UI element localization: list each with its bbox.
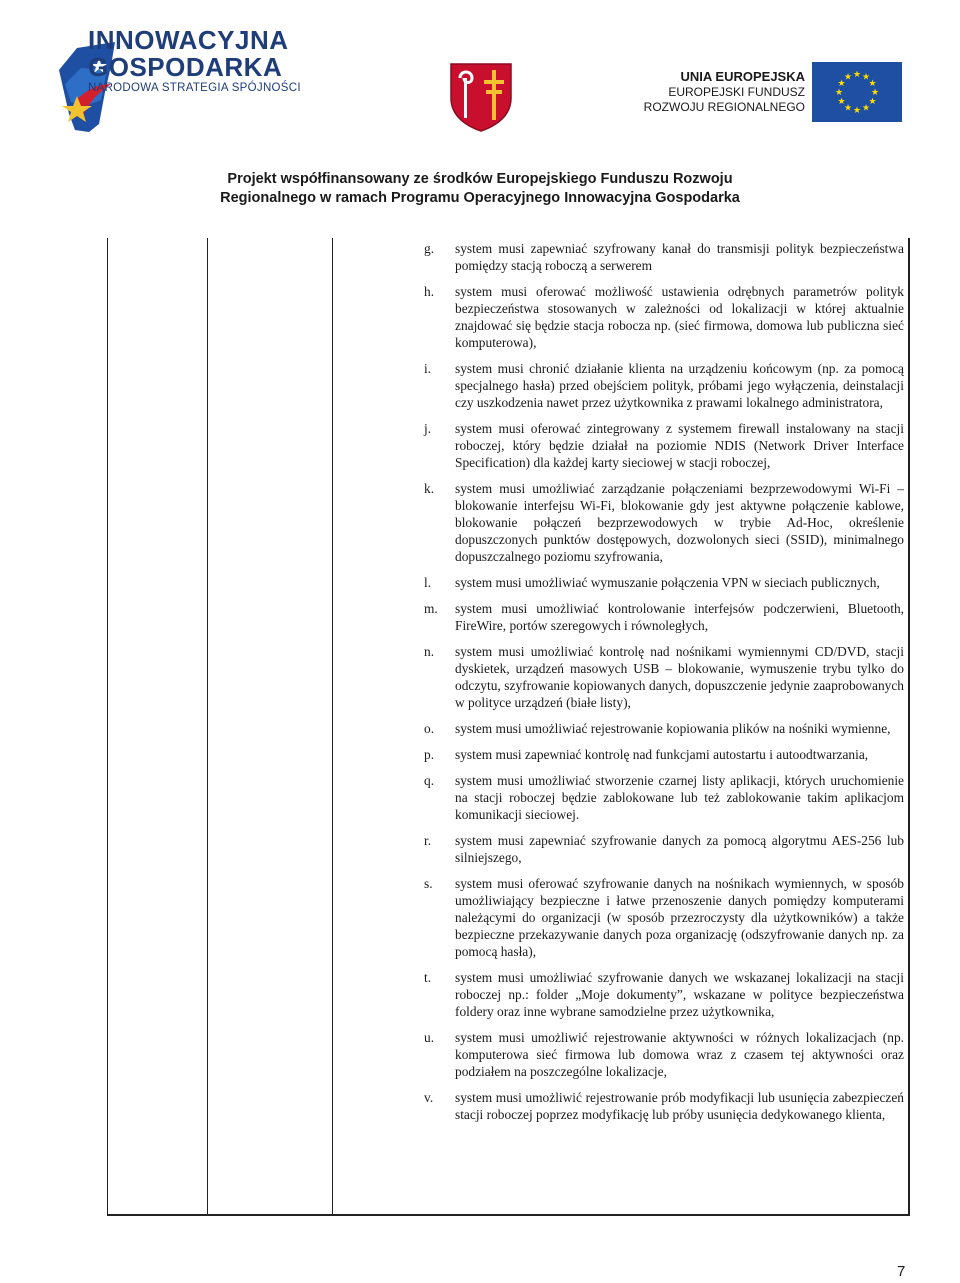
list-item-marker: m. [424,601,438,616]
svg-text:★: ★ [852,106,862,116]
list-item-text: system musi umożliwiać wymuszanie połączenia VPN w sieciach publicznych, [455,575,880,590]
list-item-marker: u. [424,1030,435,1045]
list-item-text: system musi umożliwiać kontrolowanie interfejsów podczerwieni, Bluetooth, FireWire, portów szeregowych i równoległych, [455,601,904,633]
eu-label [640,69,805,115]
list-item [424,720,904,737]
list-item [424,600,904,634]
list-item-text: system musi umożliwiać rejestrowanie kopiowania plików na nośniki wymienne, [455,721,891,736]
logo-title: INNOWACYJNA GOSPODARKA [88,25,288,82]
list-item-text: system musi umożliwiać stworzenie czarnej listy aplikacji, których uruchomienie na stacji roboczej będzie zablokowane lub też zablokowanie takim aplikacjom komunikacji sieciowej. [455,773,904,822]
list-item [424,746,904,763]
list-item [424,643,904,711]
svg-text:★: ★ [868,79,877,89]
list-item [424,283,904,351]
svg-text:★: ★ [843,103,853,114]
list-item [424,875,904,960]
table-border-right [908,238,910,1216]
list-item-text: system musi zapewniać kontrolę nad funkcjami autostartu i autoodtwarzania, [455,747,869,762]
list-item-text: system musi zapewniać szyfrowany kanał do transmisji polityk bezpieczeństwa pomiędzy stacją roboczą a serwerem [455,241,904,273]
list-item [424,832,904,866]
table-column-divider-2 [332,238,333,1216]
list-item-marker: k. [424,481,435,496]
list-item [424,480,904,565]
list-item-text: system musi oferować szyfrowanie danych na nośnikach wymiennych, w sposób umożliwiający bezpieczne i łatwe przenoszenie danych pomiędzy komputerami należącymi do organizacji (w sposób przezroczysty dla użytkowników) a także bezpieczne przekazywanie danych poza organizację (odszyfrowanie danych np. za pomocą hasła), [455,876,904,959]
svg-text:★: ★ [861,72,871,83]
svg-text:★: ★ [870,88,880,98]
list-item-marker: s. [424,876,433,891]
list-item-marker: n. [424,644,435,659]
list-item-marker: i. [424,361,432,376]
page-number: 7 [897,1263,906,1280]
list-item [424,1029,904,1080]
project-line-2: Regionalnego w ramach Programu Operacyjnego Innowacyjna Gospodarka [220,190,740,206]
list-item-text: system musi oferować możliwość ustawienia odrębnych parametrów polityk bezpieczeństwa stosowanych w zależności od lokalizacji w której aktualnie znajdować się będzie stacja robocza np. (sieć firmowa, domowa lub publiczna sieć komputerowa), [455,284,904,350]
list-item-text: system musi umożliwić rejestrowanie aktywności w różnych lokalizacjach (np. komputerowa sieć firmowa lub domowa wraz z czasem tej aktywności oraz podziałem na poszczególne lokalizacje, [455,1030,904,1079]
list-item [424,574,904,591]
list-item-text: system musi umożliwiać szyfrowanie danych we wskazanej lokalizacji na stacji roboczej np.: folder „Moje dokumenty”, wskazane w polityce bezpieczeństwa foldery oraz inne wybrane samodzielne przez użytkownika, [455,970,904,1019]
list-item-text: system musi zapewniać szyfrowanie danych za pomocą algorytmu AES-256 lub silniejszego, [455,833,904,865]
list-item-text: system musi chronić działanie klienta na urządzeniu końcowym (np. za pomocą specjalnego hasła) przed obejściem polityk, próbami jego wyłączenia, deinstalacji czy uszkodzenia nawet przez użytkownika z prawami lokalnego administratora, [455,361,904,410]
list-item-marker: l. [424,575,432,590]
project-line-1: Projekt współfinansowany ze środków Europejskiego Funduszu Rozwoju [227,171,733,187]
logo-subtitle: NARODOWA STRATEGIA SPÓJNOŚCI [88,82,301,94]
list-item [424,969,904,1020]
eu-line-3: ROZWOJU REGIONALNEGO [643,100,805,114]
list-item-text: system musi umożliwiać kontrolę nad nośnikami wymiennymi CD/DVD, stacji dyskietek, urządzeń masowych USB – blokowanie, wymuszenie trybu tylko do odczytu, szyfrowanie kopiowanych danych, dopuszczenie jedynie zaaprobowanych w polityce urządzeń (białe listy), [455,644,904,710]
svg-text:★: ★ [843,72,853,83]
table-border-bottom [107,1214,910,1216]
list-item-text: system musi oferować zintegrowany z systemem firewall instalowany na stacji roboczej, który będzie działał na poziomie NDIS (Network Driver Interface Specification) dla każdej karty sieciowej w stacji roboczej, [455,421,904,470]
list-item-marker: p. [424,747,435,762]
eu-flag-icon [812,62,902,122]
list-item-marker: r. [424,833,432,848]
svg-text:★: ★ [834,88,844,98]
list-item [424,772,904,823]
svg-text:★: ★ [852,70,862,80]
list-item [424,360,904,411]
project-statement [0,170,960,208]
list-item-marker: h. [424,284,435,299]
list-item-marker: j. [424,421,432,436]
list-item-text: system musi umożliwić rejestrowanie prób modyfikacji lub usunięcia zabezpieczeń stacji roboczej poprzez modyfikację lub próby usunięcia dedykowanego klienta, [455,1090,904,1122]
requirements-list [424,240,904,1132]
list-item [424,420,904,471]
table-border-left [107,238,108,1216]
svg-text:★: ★ [861,103,871,114]
list-item-marker: g. [424,241,435,256]
svg-text:★: ★ [837,79,846,89]
svg-text:★: ★ [837,97,846,107]
regional-crest-icon [448,62,514,132]
list-item [424,240,904,274]
list-item-marker: o. [424,721,435,736]
svg-text:★: ★ [868,97,877,107]
list-item-marker: t. [424,970,432,985]
eu-line-1: UNIA EUROPEJSKA [680,69,805,84]
eu-line-2: EUROPEJSKI FUNDUSZ [668,85,805,99]
list-item-marker: q. [424,773,435,788]
list-item-marker: v. [424,1090,434,1105]
list-item-text: system musi umożliwiać zarządzanie połączeniami bezprzewodowymi Wi-Fi – blokowanie interfejsu Wi-Fi, blokowanie gdy jest aktywne połączenie kablowe, blokowanie połączeń bezprzewodowych w trybie Ad-Hoc, określenie dopuszczonych punktów dostępowych, dozwolonych sieci (SSID), minimalnego dopuszczalnego poziomu szyfrowania, [455,481,904,564]
table-column-divider-1 [207,238,208,1216]
page-header [0,0,960,215]
list-item [424,1089,904,1123]
